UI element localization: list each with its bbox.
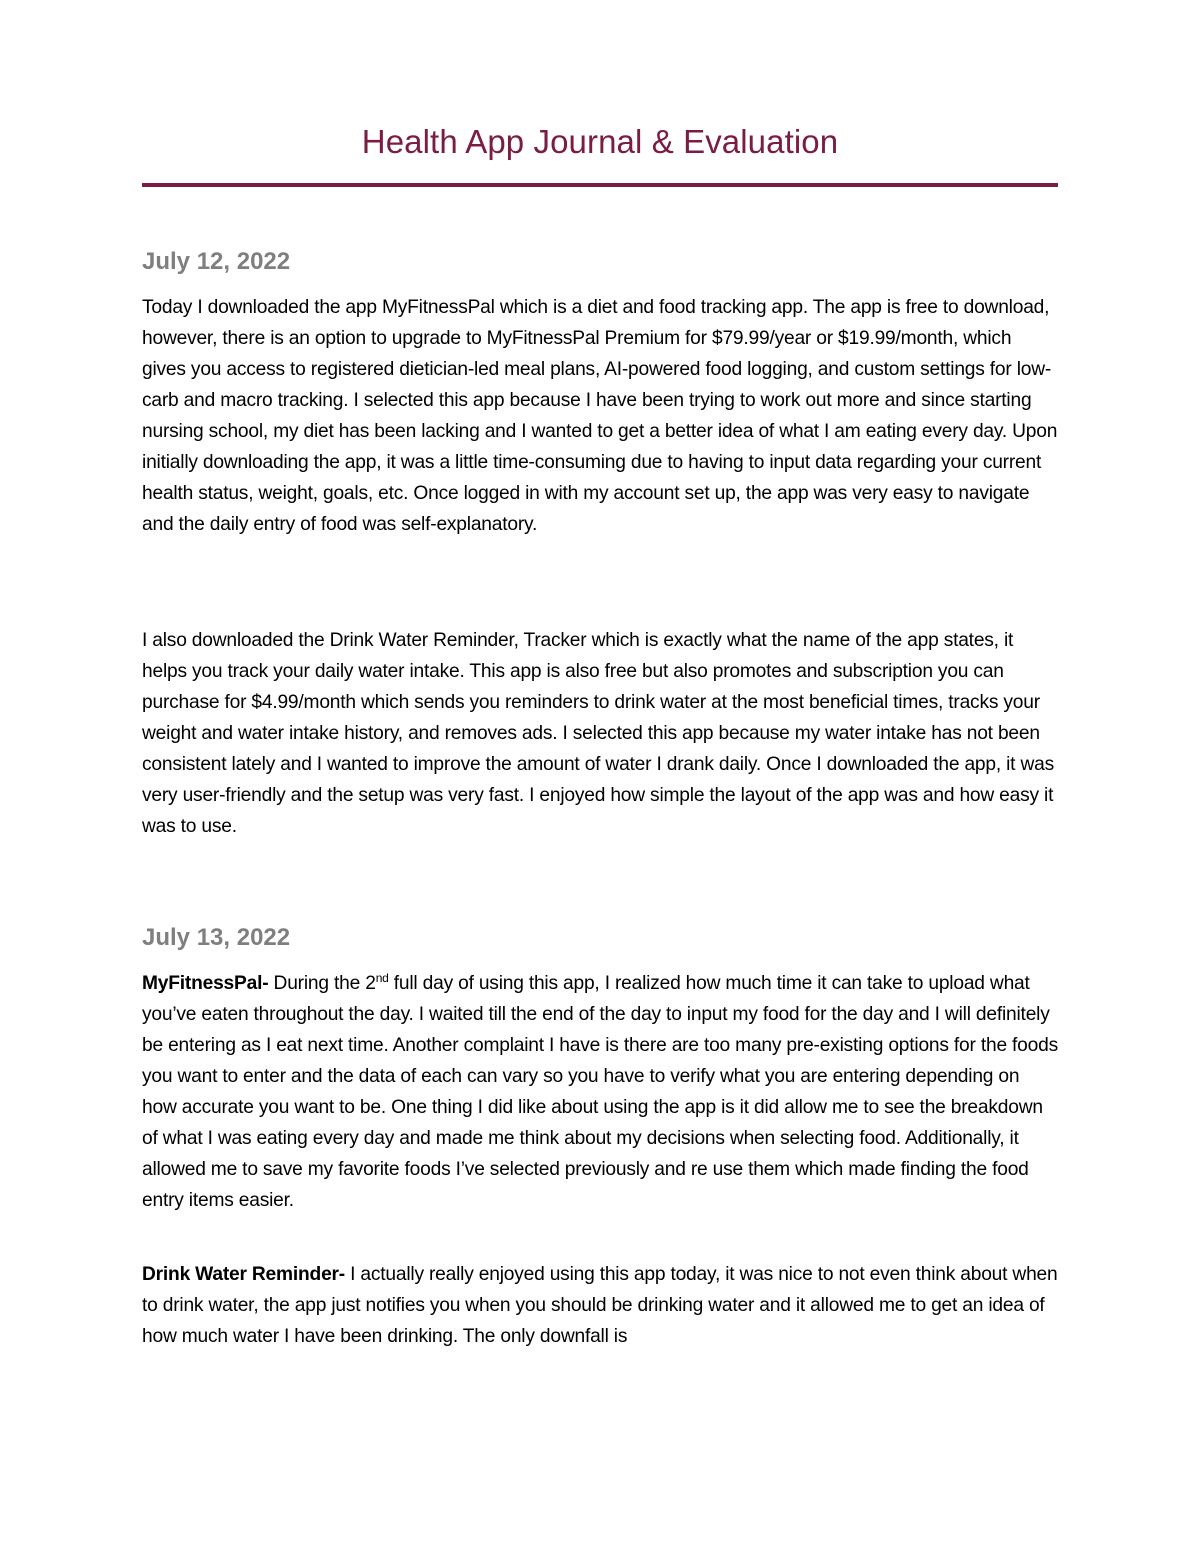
app-label-drink-water-reminder: Drink Water Reminder- — [142, 1264, 345, 1285]
entry-july-12-paragraph-drink-water: I also downloaded the Drink Water Reminder, Tracker which is exactly what the name of the app states, it helps you track your daily water intake. This app is also free but also promotes and subscription you can purchase for $4.99/month which sends you reminders to drink water at the most beneficial times, tracks your weight and water intake history, and removes ads. I selected this app because my water intake has not been consistent lately and I wanted to improve the amount of water I drank daily. Once I downloaded the app, it was very user-friendly and the setup was very fast. I enjoyed how simple the layout of the app was and how easy it was to use. — [142, 630, 1054, 837]
myfitnesspal-text-rest: full day of using this app, I realized how much time it can take to upload what you’ve eaten throughout the day. I waited till the end of the day to input my food for the day and I will definitely be entering as I eat next time. Another complaint I have is there are too many pre-existing options for the foods you want to enter and the data of each can vary so you have to verify what you are entering depending on how accurate you want to be. One thing I did like about using the app is it did allow me to see the breakdown of what I was eating every day and made me think about my decisions when selecting food. Additionally, it allowed me to save my favorite foods I’ve selected previously and re use them which made finding the food entry items easier. — [142, 973, 1058, 1211]
drink-water-text: I actually really enjoyed using this app today, it was nice to not even think about when to drink water, the app just notifies you when you should be drinking water and it allowed me to get an idea of how much water I have been drinking. The only downfall is — [142, 1264, 1058, 1347]
app-label-myfitnesspal: MyFitnessPal- — [142, 973, 269, 994]
entry-date-july-13: July 13, 2022 — [142, 924, 291, 951]
title-divider — [142, 183, 1058, 187]
entry-july-13-paragraph-drink-water — [142, 1259, 1058, 1352]
ordinal-suffix: nd — [375, 971, 389, 985]
entry-july-13-paragraph-myfitnesspal — [142, 968, 1058, 1216]
entry-date-july-12: July 12, 2022 — [142, 248, 291, 275]
entry-july-12-paragraph-myfitnesspal: Today I downloaded the app MyFitnessPal which is a diet and food tracking app. The app is free to download, however, there is an option to upgrade to MyFitnessPal Premium for $79.99/year or $19.99/month, which gives you access to registered dietician-led meal plans, AI-powered food logging, and custom settings for low-carb and macro tracking. I selected this app because I have been trying to work out more and since starting nursing school, my diet has been lacking and I wanted to get a better idea of what I am eating every day. Upon initially downloading the app, it was a little time-consuming due to having to input data regarding your current health status, weight, goals, etc. Once logged in with my account set up, the app was very easy to navigate and the daily entry of food was self-explanatory. — [142, 297, 1058, 535]
myfitnesspal-text-start: During the 2 — [268, 973, 376, 994]
document-title: Health App Journal & Evaluation — [361, 123, 839, 160]
